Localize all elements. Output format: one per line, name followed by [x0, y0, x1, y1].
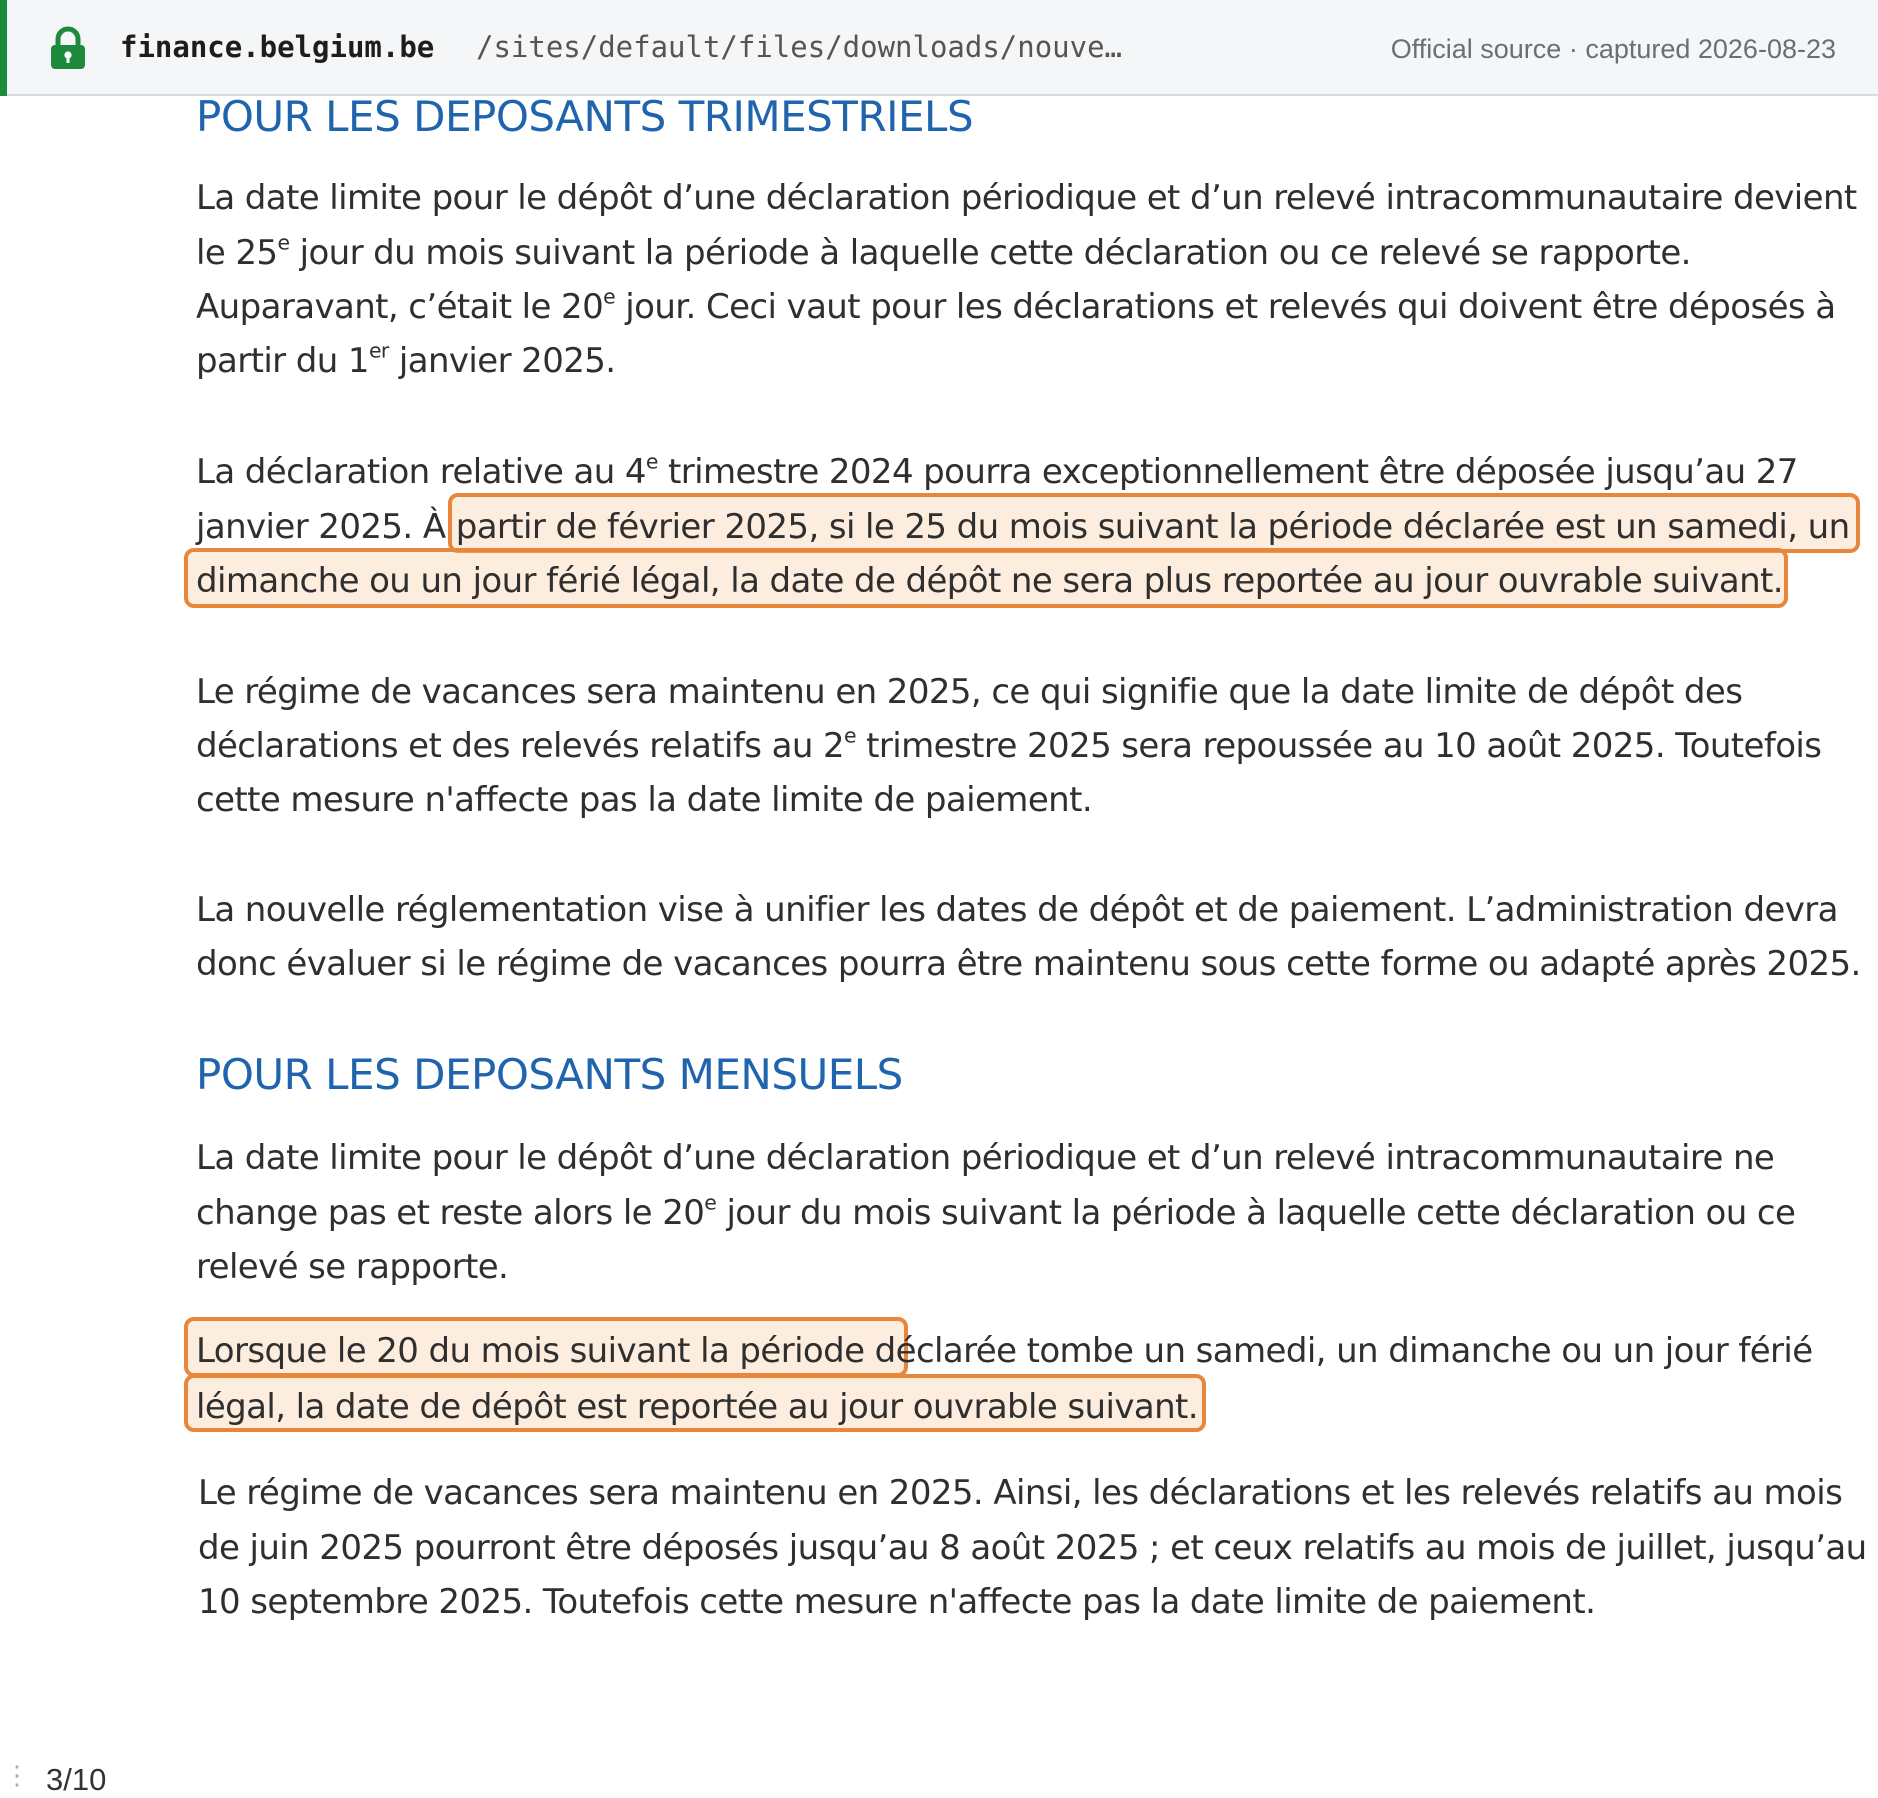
paragraph-line: Auparavant, c’était le 20e jour. Ceci vaut pour les déclarations et relevés qui doivent être déposés à	[196, 284, 1836, 327]
source-path[interactable]: /sites/default/files/downloads/nouve…	[476, 30, 1123, 64]
paragraph-line: La nouvelle réglementation vise à unifier les dates de dépôt et de paiement. L’administration devra	[196, 890, 1838, 930]
paragraph-line: dimanche ou un jour férié légal, la date de dépôt ne sera plus reportée au jour ouvrable suivant.	[196, 561, 1783, 601]
paragraph-line: déclarations et des relevés relatifs au 2e trimestre 2025 sera repoussée au 10 août 2025. Toutefois	[196, 723, 1822, 766]
paragraph-line: janvier 2025. À partir de février 2025, si le 25 du mois suivant la période déclarée est un samedi, un	[196, 507, 1850, 547]
paragraph-line: donc évaluer si le régime de vacances pourra être maintenu sous cette forme ou adapté après 2025.	[196, 944, 1861, 984]
section-heading-mensuels: POUR LES DEPOSANTS MENSUELS	[196, 1050, 903, 1099]
source-domain[interactable]: finance.belgium.be	[120, 30, 435, 64]
paragraph-line: le 25e jour du mois suivant la période à laquelle cette déclaration ou ce relevé se rapporte.	[196, 230, 1691, 273]
page-dots-icon: ⋮	[4, 1760, 34, 1790]
paragraph-line: La date limite pour le dépôt d’une déclaration périodique et d’un relevé intracommunautaire devient	[196, 178, 1857, 218]
capture-info: Official source · captured 2026-08-23	[1390, 34, 1836, 64]
paragraph-line: Lorsque le 20 du mois suivant la période déclarée tombe un samedi, un dimanche ou un jour férié	[196, 1331, 1813, 1371]
paragraph-line: Le régime de vacances sera maintenu en 2025. Ainsi, les déclarations et les relevés relatifs au mois	[198, 1473, 1843, 1513]
source-bar	[0, 0, 1878, 96]
lock-icon	[48, 26, 88, 70]
paragraph-line: cette mesure n'affecte pas la date limite de paiement.	[196, 780, 1093, 820]
paragraph-line: La date limite pour le dépôt d’une déclaration périodique et d’un relevé intracommunautaire ne	[196, 1138, 1775, 1178]
paragraph-line: partir du 1er janvier 2025.	[196, 338, 616, 381]
paragraph-line: change pas et reste alors le 20e jour du mois suivant la période à laquelle cette déclaration ou ce	[196, 1190, 1796, 1233]
page-indicator: 3/10	[46, 1762, 107, 1797]
paragraph-line: La déclaration relative au 4e trimestre 2024 pourra exceptionnellement être déposée jusqu’au 27	[196, 449, 1798, 492]
paragraph-line: 10 septembre 2025. Toutefois cette mesure n'affecte pas la date limite de paiement.	[198, 1582, 1596, 1622]
section-heading-trimestriels: POUR LES DEPOSANTS TRIMESTRIELS	[196, 92, 974, 141]
paragraph-line: de juin 2025 pourront être déposés jusqu’au 8 août 2025 ; et ceux relatifs au mois de juillet, jusqu’au	[198, 1528, 1867, 1568]
paragraph-line: relevé se rapporte.	[196, 1247, 509, 1287]
source-accent-bar	[0, 0, 7, 96]
paragraph-line: Le régime de vacances sera maintenu en 2025, ce qui signifie que la date limite de dépôt des	[196, 672, 1743, 712]
paragraph-line: légal, la date de dépôt est reportée au jour ouvrable suivant.	[196, 1387, 1198, 1427]
